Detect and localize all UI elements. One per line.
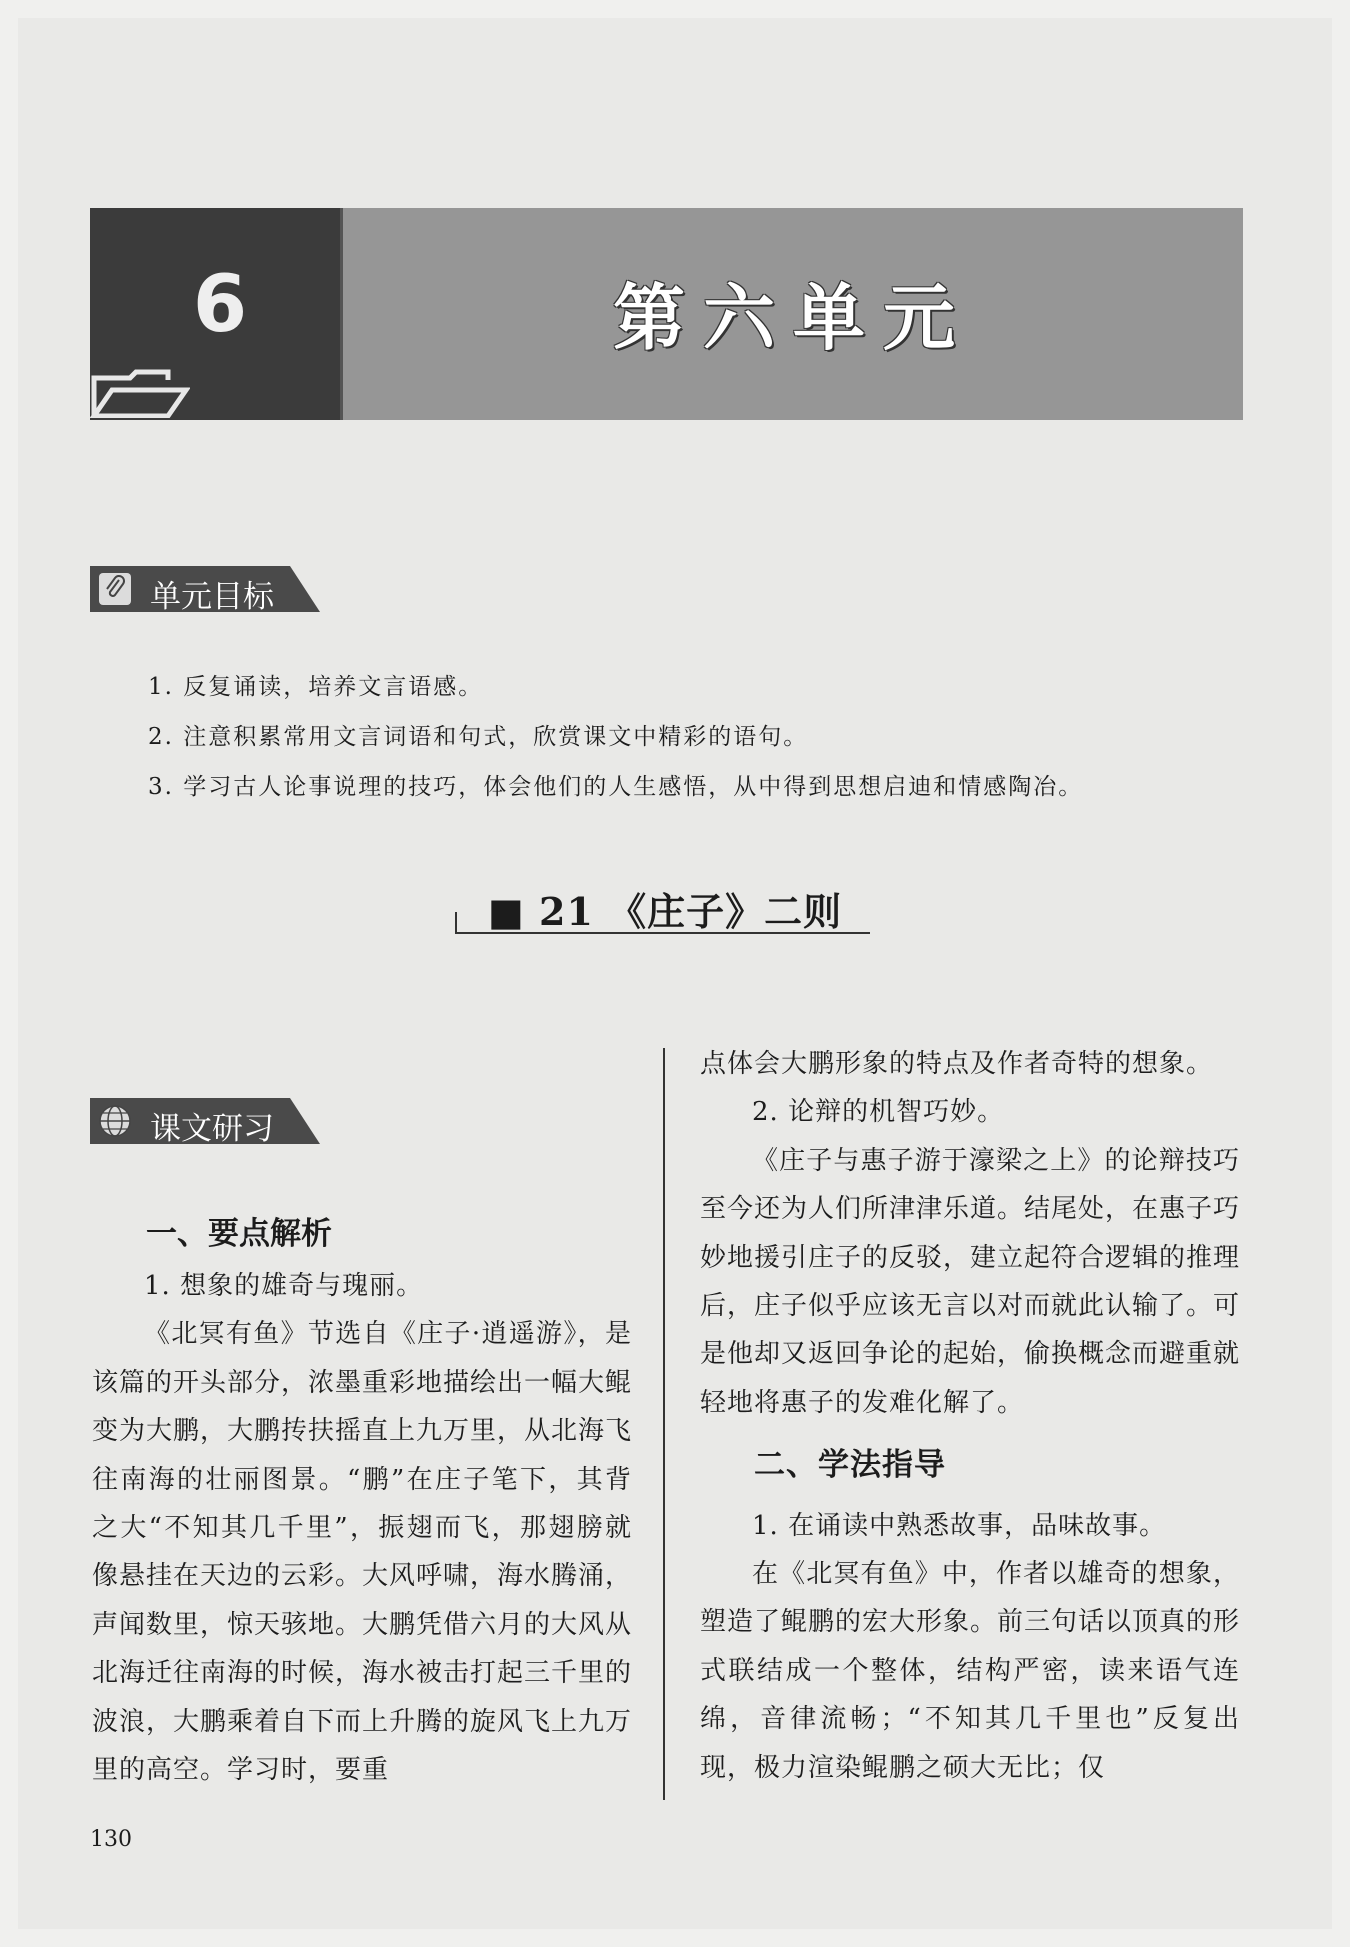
paragraph: 在《北冥有鱼》中，作者以雄奇的想象，塑造了鲲鹏的宏大形象。前三句话以顶真的形式联结成一个整体，结构严密，读来语气连绵，音律流畅；“不知其几千里也”反复出现，极力渲染鲲鹏之硕大无比；仅 bbox=[700, 1559, 1241, 1783]
unit-banner bbox=[90, 208, 1240, 420]
folder-icon bbox=[90, 358, 190, 418]
unit-goals-tag bbox=[90, 566, 320, 615]
section-heading-1: 一、要点解析 bbox=[146, 1216, 332, 1252]
right-column bbox=[700, 1040, 1240, 1792]
page bbox=[18, 18, 1332, 1929]
lesson-title: ■ 21 《庄子》二则 bbox=[487, 889, 843, 934]
paragraph: 2. 论辩的机智巧妙。 bbox=[752, 1097, 1005, 1128]
goal-item: 1. 反复诵读，培养文言语感。 bbox=[148, 674, 484, 700]
goals-list bbox=[148, 662, 1238, 812]
column-divider bbox=[663, 1048, 665, 1800]
study-tag bbox=[90, 1098, 320, 1147]
paperclip-icon bbox=[98, 572, 132, 606]
lesson-title-block bbox=[455, 882, 875, 962]
unit-number: 6 bbox=[192, 260, 248, 350]
paragraph: 1. 在诵读中熟悉故事，品味故事。 bbox=[752, 1510, 1167, 1541]
goal-item: 2. 注意积累常用文言词语和句式，欣赏课文中精彩的语句。 bbox=[148, 724, 809, 750]
banner-right-panel bbox=[340, 208, 1243, 420]
page-number: 130 bbox=[90, 1827, 132, 1852]
goal-item: 3. 学习古人论事说理的技巧，体会他们的人生感悟，从中得到思想启迪和情感陶冶。 bbox=[148, 774, 1084, 800]
paragraph: 《庄子与惠子游于濠梁之上》的论辩技巧至今还为人们所津津乐道。结尾处，在惠子巧妙地援引庄子的反驳，建立起符合逻辑的推理后，庄子似乎应该无言以对而就此认输了。可是他却又返回争论的起始，偷换概念而避重就轻地将惠子的发难化解了。 bbox=[700, 1145, 1241, 1418]
banner-left-panel bbox=[90, 208, 340, 420]
study-label: 课文研习 bbox=[150, 1111, 274, 1147]
section-heading-2: 二、学法指导 bbox=[754, 1447, 946, 1484]
globe-icon bbox=[98, 1104, 132, 1138]
unit-goals-label: 单元目标 bbox=[150, 579, 274, 615]
left-column bbox=[92, 1262, 632, 1794]
unit-title: 第六单元 bbox=[612, 275, 973, 360]
paragraph: 《北冥有鱼》节选自《庄子·逍遥游》，是该篇的开头部分，浓墨重彩地描绘出一幅大鲲变为大鹏，大鹏抟扶摇直上九万里，从北海飞往南海的壮丽图景。“鹏”在庄子笔下，其背之大“不知其几千里”，振翅而飞，那翅膀就像悬挂在天边的云彩。大风呼啸，海水腾涌，声闻数里，惊天骇地。大鹏凭借六月的大风从北海迁往南海的时候，海水被击打起三千里的波浪，大鹏乘着自下而上升腾的旋风飞上九万里的高空。学习时，要重 bbox=[92, 1319, 633, 1786]
paragraph: 1. 想象的雄奇与瑰丽。 bbox=[144, 1271, 424, 1301]
paragraph-continued: 点体会大鹏形象的特点及作者奇特的想象。 bbox=[700, 1049, 1214, 1079]
